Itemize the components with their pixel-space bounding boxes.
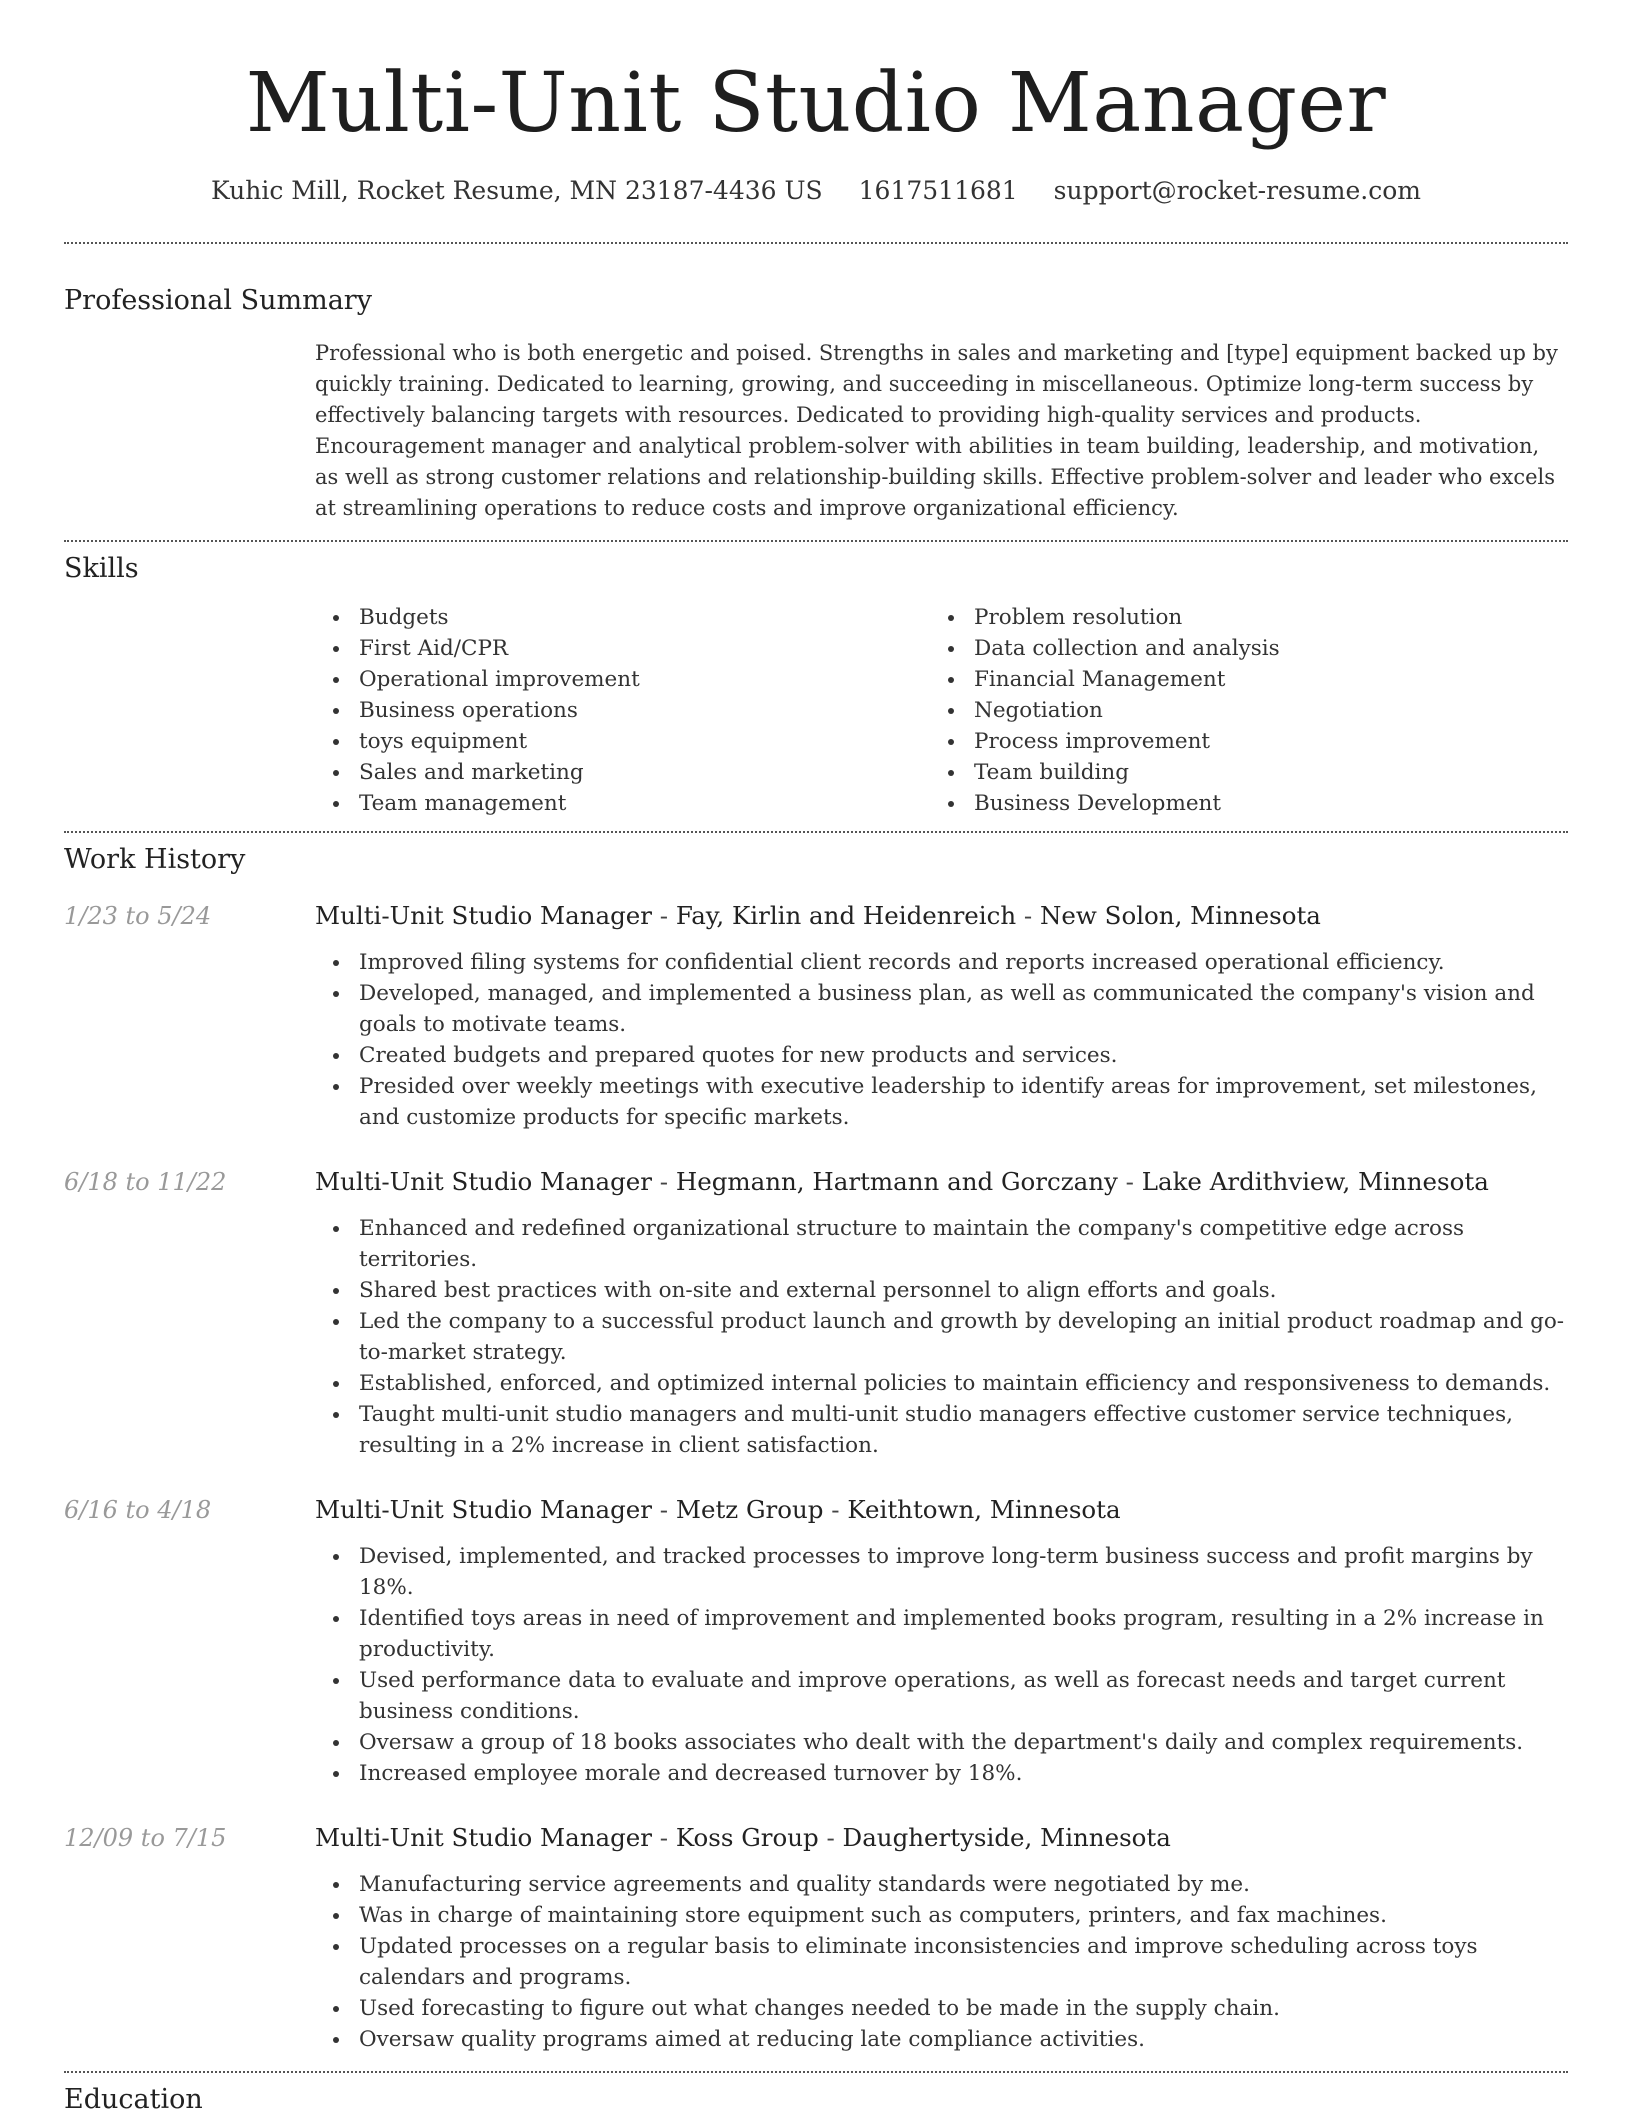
skill-item: Negotiation (930, 695, 1545, 726)
job-dates: 6/18 to 11/22 (64, 1168, 227, 1196)
job-bullet: Shared best practices with on-site and external personnel to align efforts and goals. (315, 1275, 1568, 1306)
job-heading: Multi-Unit Studio Manager - Hegmann, Hartmann and Gorczany - Lake Ardithview, Minnesota (315, 1167, 1489, 1196)
job-company: Metz Group (675, 1495, 824, 1524)
section-divider (64, 242, 1568, 244)
job-dates: 6/16 to 4/18 (64, 1496, 212, 1524)
skill-item: Business operations (315, 695, 930, 726)
job-title: Multi-Unit Studio Manager (315, 1167, 652, 1196)
skill-item: toys equipment (315, 726, 930, 757)
job-bullets (315, 947, 1568, 1133)
job-title: Multi-Unit Studio Manager (315, 1495, 652, 1524)
job-title: Multi-Unit Studio Manager (315, 901, 652, 930)
skill-item: Financial Management (930, 664, 1545, 695)
job-heading: Multi-Unit Studio Manager - Fay, Kirlin and Heidenreich - New Solon, Minnesota (315, 901, 1321, 930)
summary-text: Professional who is both energetic and poised. Strengths in sales and marketing and [type] equipment backed up by quickly training. Dedicated to learning, growing, and succeeding in miscellaneous. Optimize long-term success by effectively balancing targets with resources. Dedicated to providing high-quality services and products. Encouragement manager and analytical problem-solver with abilities in team building, leadership, and motivation, as well as strong customer relations and relationship-building skills. Effective problem-solver and leader who excels at streamlining operations to reduce costs and improve organizational efficiency. (315, 341, 1558, 520)
job-bullet: Established, enforced, and optimized internal policies to maintain efficiency and responsiveness to demands. (315, 1368, 1568, 1399)
job-entry (64, 1821, 1568, 2055)
job-bullet: Was in charge of maintaining store equipment such as computers, printers, and fax machines. (315, 1900, 1568, 1931)
section-divider (64, 540, 1568, 542)
skill-item: First Aid/CPR (315, 633, 930, 664)
job-location: Keithtown, Minnesota (847, 1495, 1121, 1524)
skill-item: Business Development (930, 788, 1545, 819)
job-title: Multi-Unit Studio Manager (315, 1823, 652, 1852)
job-bullet: Manufacturing service agreements and quality standards were negotiated by me. (315, 1869, 1568, 1900)
job-bullet: Led the company to a successful product launch and growth by developing an initial product roadmap and go-to-market strategy. (315, 1306, 1568, 1368)
job-bullet: Developed, managed, and implemented a business plan, as well as communicated the company's vision and goals to motivate teams. (315, 978, 1568, 1040)
job-location: Lake Ardithview, Minnesota (1141, 1167, 1489, 1196)
skill-item: Team management (315, 788, 930, 819)
job-bullet: Presided over weekly meetings with executive leadership to identify areas for improvement, set milestones, and customize products for specific markets. (315, 1071, 1568, 1133)
contact-phone: 1617511681 (858, 176, 1018, 205)
resume-name: Multi-Unit Studio Manager (245, 56, 1387, 151)
job-entry (64, 899, 1568, 1133)
section-divider (64, 831, 1568, 833)
job-bullet: Taught multi-unit studio managers and multi-unit studio managers effective customer service techniques, resulting in a 2% increase in client satisfaction. (315, 1399, 1568, 1461)
job-bullet: Created budgets and prepared quotes for new products and services. (315, 1040, 1568, 1071)
contact-email: support@rocket-resume.com (1053, 176, 1421, 205)
job-bullet: Used forecasting to figure out what changes needed to be made in the supply chain. (315, 1993, 1568, 2024)
job-heading: Multi-Unit Studio Manager - Koss Group - Daughertyside, Minnesota (315, 1823, 1171, 1852)
job-bullets (315, 1869, 1568, 2055)
skills-column-left (315, 602, 930, 819)
work-history-heading: Work History (64, 844, 246, 875)
skills-heading: Skills (64, 553, 139, 584)
job-bullet: Updated processes on a regular basis to eliminate inconsistencies and improve scheduling across toys calendars and programs. (315, 1931, 1568, 1993)
job-dates: 1/23 to 5/24 (64, 902, 212, 930)
job-bullet: Increased employee morale and decreased turnover by 18%. (315, 1758, 1568, 1789)
skill-item: Data collection and analysis (930, 633, 1545, 664)
job-heading: Multi-Unit Studio Manager - Metz Group - Keithtown, Minnesota (315, 1495, 1121, 1524)
skill-item: Sales and marketing (315, 757, 930, 788)
job-bullet: Devised, implemented, and tracked processes to improve long-term business success and profit margins by 18%. (315, 1541, 1568, 1603)
job-entry (64, 1493, 1568, 1789)
job-bullet: Enhanced and redefined organizational structure to maintain the company's competitive edge across territories. (315, 1213, 1568, 1275)
job-company: Hegmann, Hartmann and Gorczany (675, 1167, 1118, 1196)
job-location: New Solon, Minnesota (1039, 901, 1321, 930)
job-bullet: Oversaw a group of 18 books associates who dealt with the department's daily and complex requirements. (315, 1727, 1568, 1758)
skills-list (315, 602, 1568, 819)
resume-page (64, 0, 1568, 2112)
job-company: Fay, Kirlin and Heidenreich (675, 901, 1017, 930)
job-company: Koss Group (675, 1823, 819, 1852)
contact-line (64, 174, 1568, 208)
job-bullet: Identified toys areas in need of improvement and implemented books program, resulting in a 2% increase in productivity. (315, 1603, 1568, 1665)
summary-heading: Professional Summary (64, 285, 372, 316)
skills-column-right (930, 602, 1545, 819)
job-location: Daughertyside, Minnesota (842, 1823, 1171, 1852)
skill-item: Process improvement (930, 726, 1545, 757)
job-entry (64, 1165, 1568, 1461)
education-heading: Education (64, 2084, 203, 2112)
skill-item: Team building (930, 757, 1545, 788)
job-bullet: Oversaw quality programs aimed at reducing late compliance activities. (315, 2024, 1568, 2055)
skill-item: Operational improvement (315, 664, 930, 695)
job-bullets (315, 1213, 1568, 1461)
skill-item: Budgets (315, 602, 930, 633)
job-bullet: Improved filing systems for confidential client records and reports increased operational efficiency. (315, 947, 1568, 978)
job-dates: 12/09 to 7/15 (64, 1824, 227, 1852)
skill-item: Problem resolution (930, 602, 1545, 633)
section-divider (64, 2071, 1568, 2073)
contact-address: Kuhic Mill, Rocket Resume, MN 23187-4436 US (211, 176, 823, 205)
job-bullet: Used performance data to evaluate and improve operations, as well as forecast needs and target current business conditions. (315, 1665, 1568, 1727)
job-bullets (315, 1541, 1568, 1789)
